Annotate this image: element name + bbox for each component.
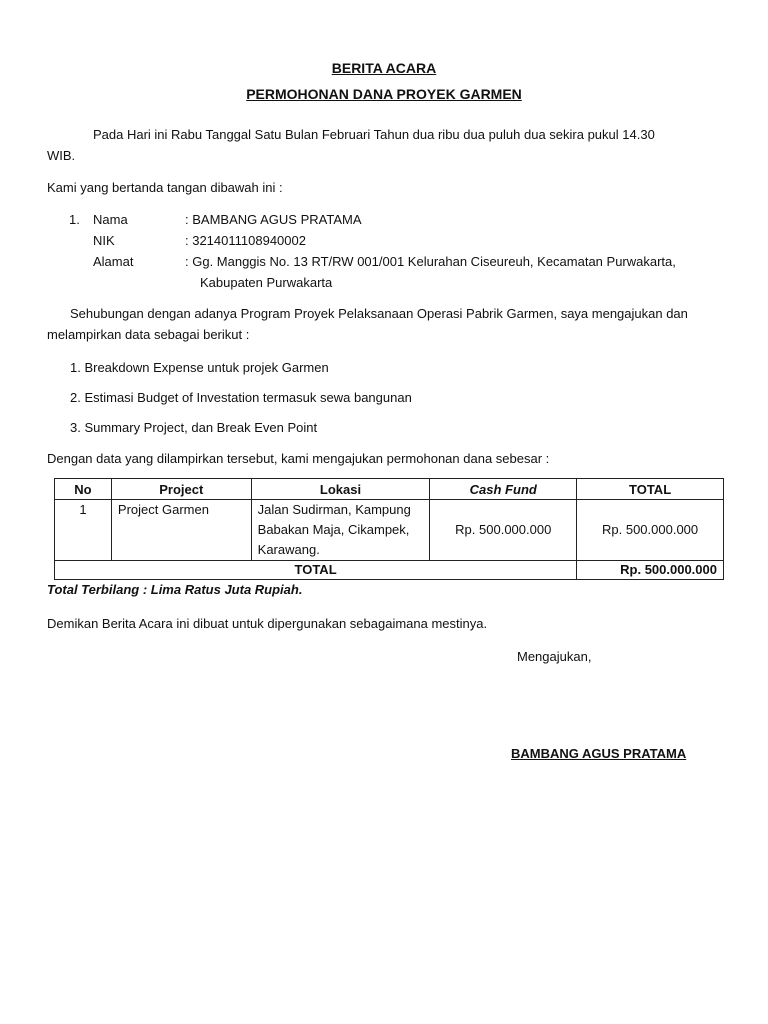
purpose-line-1: Sehubungan dengan adanya Program Proyek Pelaksanaan Operasi Pabrik Garmen, saya mengajukan dan <box>70 306 688 321</box>
cell-total: Rp. 500.000.000 <box>577 500 724 561</box>
total-label: TOTAL <box>55 561 577 580</box>
cell-cash-fund: Rp. 500.000.000 <box>430 500 577 561</box>
header-lokasi: Lokasi <box>251 479 430 500</box>
intro-line-2: WIB. <box>47 148 76 163</box>
header-total: TOTAL <box>577 479 724 500</box>
nama-label: Nama <box>93 212 128 227</box>
purpose-line-2: melampirkan data sebagai berikut : <box>47 327 250 342</box>
nik-value: : 3214011108940002 <box>185 233 306 248</box>
intro-line-1: Pada Hari ini Rabu Tanggal Satu Bulan Februari Tahun dua ribu dua puluh dua sekira pukul 14.30 <box>93 127 655 142</box>
nik-label: NIK <box>93 233 115 248</box>
table-header-row <box>55 479 724 500</box>
document-title: BERITA ACARA <box>331 60 437 76</box>
closing-statement: Demikan Berita Acara ini dibuat untuk dipergunakan sebagaimana mestinya. <box>47 616 488 631</box>
attachment-item: 3. Summary Project, dan Break Even Point <box>70 420 318 435</box>
table-total-row <box>55 561 724 580</box>
cell-no: 1 <box>55 500 112 561</box>
cell-project: Project Garmen <box>111 500 251 561</box>
lokasi-line: Babakan Maja, Cikampek, <box>257 522 410 537</box>
person-number: 1. <box>69 212 80 227</box>
total-value: Rp. 500.000.000 <box>577 561 724 580</box>
signatory-name: BAMBANG AGUS PRATAMA <box>511 746 687 761</box>
signatory-intro: Kami yang bertanda tangan dibawah ini : <box>47 180 283 195</box>
attachment-item: 2. Estimasi Budget of Investation termasuk sewa bangunan <box>70 390 412 405</box>
cell-lokasi <box>251 500 430 561</box>
nama-value: : BAMBANG AGUS PRATAMA <box>185 212 362 227</box>
alamat-label: Alamat <box>93 254 134 269</box>
lokasi-line: Karawang. <box>257 542 320 557</box>
total-spelled: Total Terbilang : Lima Ratus Juta Rupiah. <box>47 582 303 597</box>
signature-label: Mengajukan, <box>517 649 592 664</box>
request-line: Dengan data yang dilampirkan tersebut, kami mengajukan permohonan dana sebesar : <box>47 451 550 466</box>
alamat-value-line-1: : Gg. Manggis No. 13 RT/RW 001/001 Kelurahan Ciseureuh, Kecamatan Purwakarta, <box>185 254 676 269</box>
table-row <box>55 500 724 561</box>
attachment-item: 1. Breakdown Expense untuk projek Garmen <box>70 360 329 375</box>
lokasi-line: Jalan Sudirman, Kampung <box>257 502 411 517</box>
header-project: Project <box>111 479 251 500</box>
header-no: No <box>55 479 112 500</box>
alamat-value-line-2: Kabupaten Purwakarta <box>200 275 333 290</box>
funding-table <box>54 478 724 580</box>
header-cash-fund: Cash Fund <box>430 479 577 500</box>
document-subtitle: PERMOHONAN DANA PROYEK GARMEN <box>246 86 522 102</box>
